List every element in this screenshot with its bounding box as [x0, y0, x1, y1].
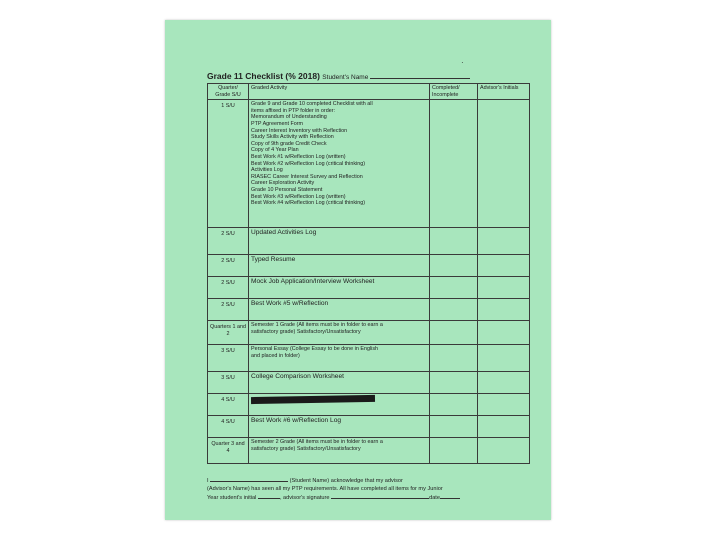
completed-cell: [430, 321, 478, 345]
acknowledgement: I (Student Name) acknowledge that my advisor (Advisor's Name) has seen all my PTP requirements. All have completed all items for my Junior Year student's initial , advisor's signature date: [207, 476, 513, 502]
ack-part5: date: [429, 495, 440, 501]
initials-cell: [478, 321, 530, 345]
activity-line: Semester 2 Grade (All items must be in folder to earn a: [251, 439, 383, 446]
checklist-row: [208, 438, 530, 464]
completed-cell: [430, 438, 478, 464]
ack-part4: , advisor's signature: [279, 495, 330, 501]
activity-line: RIASEC Career Interest Survey and Reflection: [251, 173, 363, 180]
initials-cell: [478, 100, 530, 228]
ack-part1: (Student Name) acknowledge that my advisor: [289, 478, 403, 484]
initials-cell: [478, 416, 530, 438]
initials-cell: [478, 438, 530, 464]
stray-mark: ·: [461, 58, 464, 67]
header-initials: Advisor's Initials: [478, 84, 530, 100]
activity-line: PTP Agreement Form: [251, 120, 304, 127]
redacted-item: [251, 395, 375, 404]
completed-cell: [430, 345, 478, 372]
checklist-row: [208, 255, 530, 277]
completed-cell: [430, 100, 478, 228]
checklist-row: [208, 299, 530, 321]
quarter-cell: 2 S/U: [208, 255, 249, 277]
student-name-line: [370, 78, 470, 79]
initials-cell: [478, 228, 530, 255]
activity-line: items affixed in PTP folder in order:: [251, 107, 335, 114]
checklist-paper: [165, 20, 551, 520]
activity-line: Updated Activities Log: [251, 229, 317, 237]
activity-cell: [249, 416, 430, 438]
checklist-row: [208, 394, 530, 416]
activity-line: Best Work #6 w/Reflection Log: [251, 417, 342, 425]
checklist-row: [208, 321, 530, 345]
initials-cell: [478, 255, 530, 277]
activity-cell: [249, 394, 430, 416]
student-name-label: Student's Name: [322, 74, 369, 81]
initials-cell: [478, 394, 530, 416]
activity-line: Personal Essay (College Essay to be done in English: [251, 346, 379, 353]
completed-cell: [430, 277, 478, 299]
activity-line: Copy of 9th grade Credit Check: [251, 140, 327, 147]
activity-line: and placed in folder): [251, 352, 300, 359]
checklist-row: [208, 372, 530, 394]
activity-line: Grade 10 Personal Statement: [251, 186, 323, 193]
header-row: [208, 84, 530, 100]
activity-cell: [249, 228, 430, 255]
activity-line: Semester 1 Grade (All items must be in folder to earn a: [251, 322, 383, 329]
activity-cell: [249, 255, 430, 277]
initial-blank: [258, 493, 280, 499]
ack-part3: Year student's initial: [207, 495, 257, 501]
activity-line: Activities Log: [251, 167, 283, 174]
activity-line: Best Work #3 w/Reflection Log (written): [251, 193, 346, 200]
quarter-cell: 4 S/U: [208, 416, 249, 438]
checklist-table: [207, 83, 530, 464]
checklist-row: [208, 228, 530, 255]
checklist-row: [208, 416, 530, 438]
initials-cell: [478, 345, 530, 372]
activity-line: Typed Resume: [251, 256, 296, 264]
checklist-row: [208, 100, 530, 228]
completed-cell: [430, 416, 478, 438]
activity-line: Best Work #1 w/Reflection Log (written): [251, 153, 346, 160]
checklist-row: [208, 277, 530, 299]
quarter-cell: 2 S/U: [208, 299, 249, 321]
quarter-cell: 1 S/U: [208, 100, 249, 228]
activity-line: Memorandum of Understanding: [251, 114, 327, 121]
activity-line: Career Exploration Activity: [251, 180, 315, 187]
activity-cell: [249, 299, 430, 321]
completed-cell: [430, 228, 478, 255]
page-title: [207, 71, 470, 81]
date-blank: [440, 493, 460, 499]
header-quarter: Quarter/ Grade S/U: [208, 84, 249, 100]
completed-cell: [430, 299, 478, 321]
header-activity: Graded Activity: [249, 84, 430, 100]
activity-cell: [249, 438, 430, 464]
activity-line: Grade 9 and Grade 10 completed Checklist with all: [251, 101, 373, 108]
title-text: Grade 11 Checklist (% 2018): [207, 71, 320, 81]
initials-cell: [478, 299, 530, 321]
activity-line: Copy of 4 Year Plan: [251, 147, 299, 154]
activity-line: satisfactory grade) Satisfactory/Unsatisfactory: [251, 328, 361, 335]
initials-cell: [478, 277, 530, 299]
quarter-cell: 3 S/U: [208, 372, 249, 394]
header-completed: Completed/ Incomplete: [430, 84, 478, 100]
quarter-cell: 2 S/U: [208, 277, 249, 299]
activity-cell: [249, 100, 430, 228]
ack-part2: (Advisor's Name) has seen all my PTP requirements. All have completed all items for my Junior: [207, 486, 443, 492]
completed-cell: [430, 255, 478, 277]
activity-cell: [249, 345, 430, 372]
quarter-cell: 3 S/U: [208, 345, 249, 372]
activity-line: Best Work #5 w/Reflection: [251, 300, 329, 308]
quarter-cell: 2 S/U: [208, 228, 249, 255]
quarter-cell: Quarter 3 and 4: [208, 438, 249, 464]
activity-line: Study Skills Activity with Reflection: [251, 134, 334, 141]
activity-line: Best Work #4 w/Reflection Log (critical thinking): [251, 200, 366, 207]
completed-cell: [430, 372, 478, 394]
activity-line: satisfactory grade) Satisfactory/Unsatisfactory: [251, 445, 361, 452]
checklist-row: [208, 345, 530, 372]
activity-line: Career Interest Inventory with Reflection: [251, 127, 348, 134]
quarter-cell: Quarters 1 and 2: [208, 321, 249, 345]
initials-cell: [478, 372, 530, 394]
activity-line: College Comparison Worksheet: [251, 373, 344, 381]
student-name-blank: [210, 476, 288, 482]
signature-blank: [331, 493, 429, 499]
quarter-cell: 4 S/U: [208, 394, 249, 416]
activity-line: Best Work #2 w/Reflection Log (critical thinking): [251, 160, 366, 167]
activity-cell: [249, 277, 430, 299]
completed-cell: [430, 394, 478, 416]
activity-cell: [249, 321, 430, 345]
activity-line: Mock Job Application/Interview Worksheet: [251, 278, 375, 286]
activity-cell: [249, 372, 430, 394]
